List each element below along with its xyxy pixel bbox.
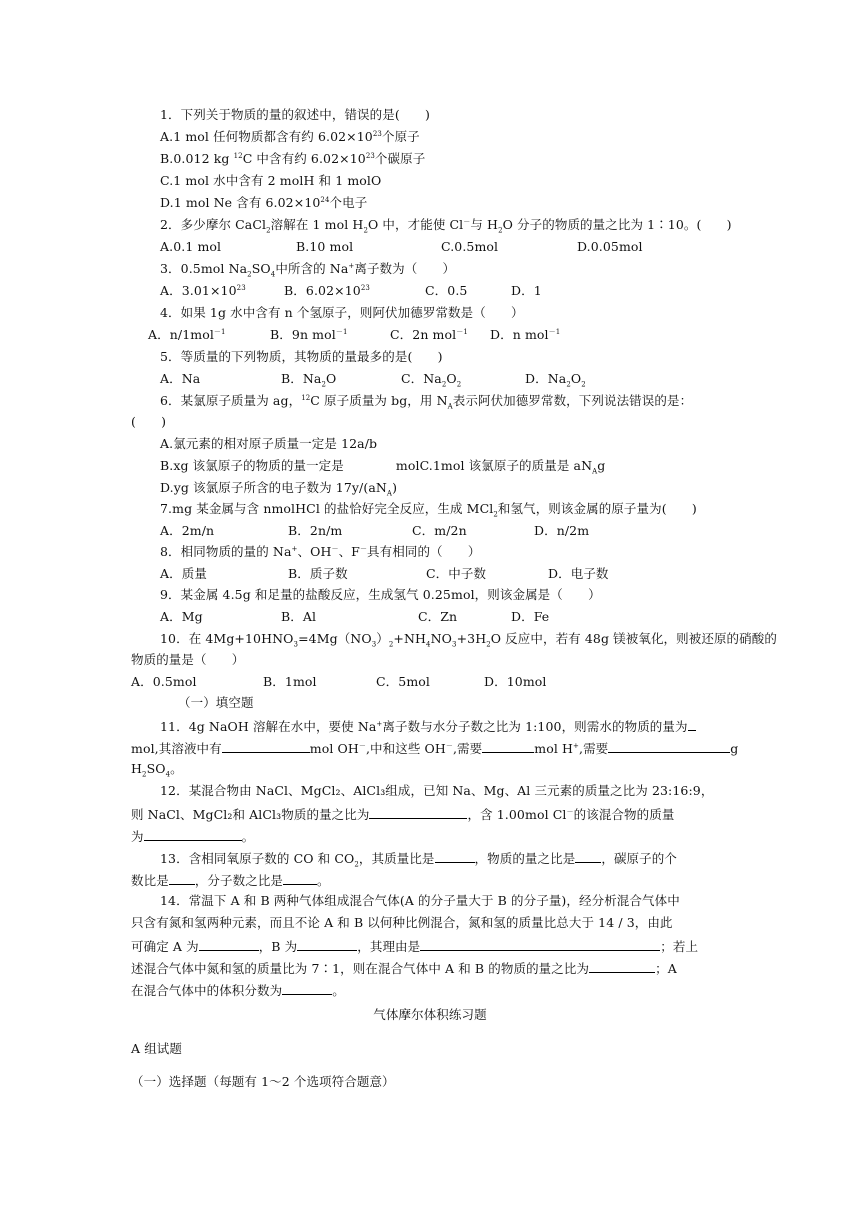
q7-option-b: B．2n/m [288, 523, 343, 538]
q6-option-a: A.氯元素的相对原子质量一定是 12a/b [160, 436, 378, 451]
q11-line3: $H_2SO_4$。 [131, 761, 183, 779]
q12-line1: 12．某混合物由 NaCl、MgCl₂、AlCl₃组成，已知 Na、Mg、Al 三元素的质量之比为 23:16:9， [160, 783, 714, 798]
answer-blank[interactable] [297, 937, 357, 951]
answer-blank[interactable] [369, 805, 467, 819]
answer-blank[interactable] [199, 937, 259, 951]
q7-option-a: A．2m/n [160, 523, 215, 538]
section-fill-heading: （一）填空题 [178, 695, 254, 710]
answer-blank[interactable] [435, 849, 475, 863]
q12-line2: 则 NaCl、MgCl₂和 AlCl₃物质的量之比为 ，含 1.00mol Cl－的该混合物的质量 [131, 807, 675, 822]
q5-option-c: C．$Na_2O_2$ [401, 371, 462, 389]
q8-stem: 8．相同物质的量的 Na+、OH－、F－具有相同的（ ） [160, 544, 481, 559]
q6-answer-paren: ( ) [131, 414, 167, 429]
q9-option-b: B．Al [281, 609, 317, 624]
q3-option-c: C．0.5 [425, 283, 468, 298]
answer-blank[interactable] [608, 739, 730, 753]
q10-option-d: D．10mol [484, 674, 547, 689]
q6-option-d: D.yg 该氯原子所含的电子数为 $17y/(aN_A)$ [160, 480, 398, 498]
section-title: 气体摩尔体积练习题 [373, 1007, 487, 1022]
q2-option-d: D.0.05mol [577, 239, 643, 254]
q1-stem: 1．下列关于物质的量的叙述中，错误的是( ) [160, 107, 431, 122]
q8-option-d: D．电子数 [548, 566, 609, 581]
q11-line1: 11．4g NaOH 溶解在水中，要使 Na+离子数与水分子数之比为 1:100，则需水的物质的量为 [160, 717, 696, 735]
answer-blank[interactable] [283, 871, 317, 885]
q5-option-d: D．$Na_2O_2$ [525, 371, 586, 389]
q1-option-d: D.1 mol Ne 含有 $6.02\times 10^{24}$个电子 [160, 195, 368, 210]
answer-blank[interactable] [169, 871, 195, 885]
q5-option-b: B．$Na_2O$ [281, 371, 337, 389]
answer-blank[interactable] [282, 981, 332, 995]
q14-line4: 述混合气体中氮和氢的质量比为 7∶1，则在混合气体中 A 和 B 的物质的量之比为 ；A [131, 961, 677, 976]
section-choice-heading: （一）选择题（每题有 1～2 个选项符合题意） [131, 1074, 395, 1089]
q13-line1: 13．含相同氧原子数的 CO 和 $CO_2$，其质量比是 ，物质的量之比是 ，碳原子的个 [160, 851, 677, 869]
q2-option-a: A.0.1 mol [160, 239, 222, 254]
q13-line2: 数比是 ，分子数之比是 。 [131, 873, 330, 888]
answer-blank[interactable] [144, 827, 242, 841]
q9-option-c: C．Zn [418, 609, 458, 624]
q1-option-a: A.1 mol 任何物质都含有约 $6.02\times 10^{23}$个原子 [160, 129, 420, 144]
q10-option-c: C．5mol [376, 674, 430, 689]
q10-option-a: A．0.5mol [131, 674, 197, 689]
q4-option-c: C．2n mol$^{-1}$ [390, 327, 468, 342]
answer-blank[interactable] [420, 937, 660, 951]
answer-blank[interactable] [222, 739, 310, 753]
q14-line5: 在混合气体中的体积分数为 。 [131, 983, 345, 998]
q10-stem: 10．在 $4Mg+10HNO_3=4Mg(NO_3)_2+NH_4NO_3+3H_2O$ 反应中，若有 48g 镁被氧化，则被还原的硝酸的 [160, 631, 777, 649]
q8-option-a: A．质量 [160, 566, 207, 581]
q7-option-d: D．n/2m [534, 523, 590, 538]
q3-stem: 3．0.5mol $Na_2SO_4$中所含的 Na+离子数为（ ） [160, 261, 456, 279]
q4-stem: 4．如果 1g 水中含有 n 个氢原子，则阿伏加德罗常数是（ ） [160, 305, 524, 320]
q6-option-b-c: B.xg 该氯原子的物质的量一定是 molC.1mol 该氯原子的质量是 $aN_Ag$ [160, 458, 606, 476]
q3-option-d: D．1 [511, 283, 542, 298]
q7-option-c: C．m/2n [412, 523, 467, 538]
q12-line3: 为 。 [131, 829, 255, 844]
q2-option-b: B.10 mol [296, 239, 354, 254]
q7-stem: 7.mg 某金属与含 nmolHCl 的盐恰好完全反应，生成 MCl$_2$和氢气，则该金属的原子量为( ) [160, 501, 697, 519]
q3-option-b: B．$6.02\times 10^{23}$ [284, 283, 370, 298]
q4-option-a: A．n/1mol$^{-1}$ [148, 327, 226, 342]
q10-stem-line2: 物质的量是（ ） [131, 652, 245, 667]
q9-option-d: D．Fe [511, 609, 550, 624]
answer-blank[interactable] [482, 739, 534, 753]
q14-line1: 14．常温下 A 和 B 两种气体组成混合气体(A 的分子量大于 B 的分子量)，经分析混合气体中 [160, 893, 680, 908]
q1-option-b: B.0.012 kg $^{12}$C 中含有约 $6.02\times 10^{23}$个碳原子 [160, 151, 426, 166]
q14-line2: 只含有氮和氢两种元素，而且不论 A 和 B 以何种比例混合，氮和氢的质量比总大于 14 / 3，由此 [131, 915, 673, 930]
q2-stem: 2．多少摩尔 CaCl$_2$溶解在 1 mol $H_2O$ 中，才能使 Cl－与 $H_2O$ 分子的物质的量之比为 1∶10。( ) [160, 217, 732, 235]
q3-option-a: A．$3.01\times 10^{23}$ [160, 283, 246, 298]
q5-option-a: A．Na [160, 371, 201, 386]
q4-option-b: B．9n mol$^{-1}$ [270, 327, 348, 342]
q2-option-c: C.0.5mol [441, 239, 499, 254]
answer-blank[interactable] [688, 717, 696, 731]
q6-stem: 6．某氯原子质量为 ag，$^{12}$C 原子质量为 bg，用 $N_A$表示阿伏加德罗常数，下列说法错误的是： [160, 393, 693, 411]
q8-option-b: B．质子数 [288, 566, 348, 581]
group-a-heading: A 组试题 [131, 1041, 183, 1056]
q9-option-a: A．Mg [160, 609, 203, 624]
q1-option-c: C.1 mol 水中含有 2 molH 和 1 molO [160, 173, 382, 188]
answer-blank[interactable] [589, 959, 655, 973]
q8-option-c: C．中子数 [426, 566, 487, 581]
answer-blank[interactable] [575, 849, 601, 863]
q5-stem: 5．等质量的下列物质，其物质的量最多的是( ) [160, 349, 443, 364]
q10-option-b: B．1mol [263, 674, 317, 689]
q14-line3: 可确定 A 为 ，B 为 ，其理由是 ；若上 [131, 939, 699, 954]
q11-line2: mol,其溶液中有 mol OH－,中和这些 OH－,需要 mol H+,需要 g [131, 741, 739, 756]
q4-option-d: D．n mol$^{-1}$ [490, 327, 561, 342]
q9-stem: 9．某金属 4.5g 和足量的盐酸反应，生成氢气 0.25mol，则该金属是（ ） [160, 587, 601, 602]
